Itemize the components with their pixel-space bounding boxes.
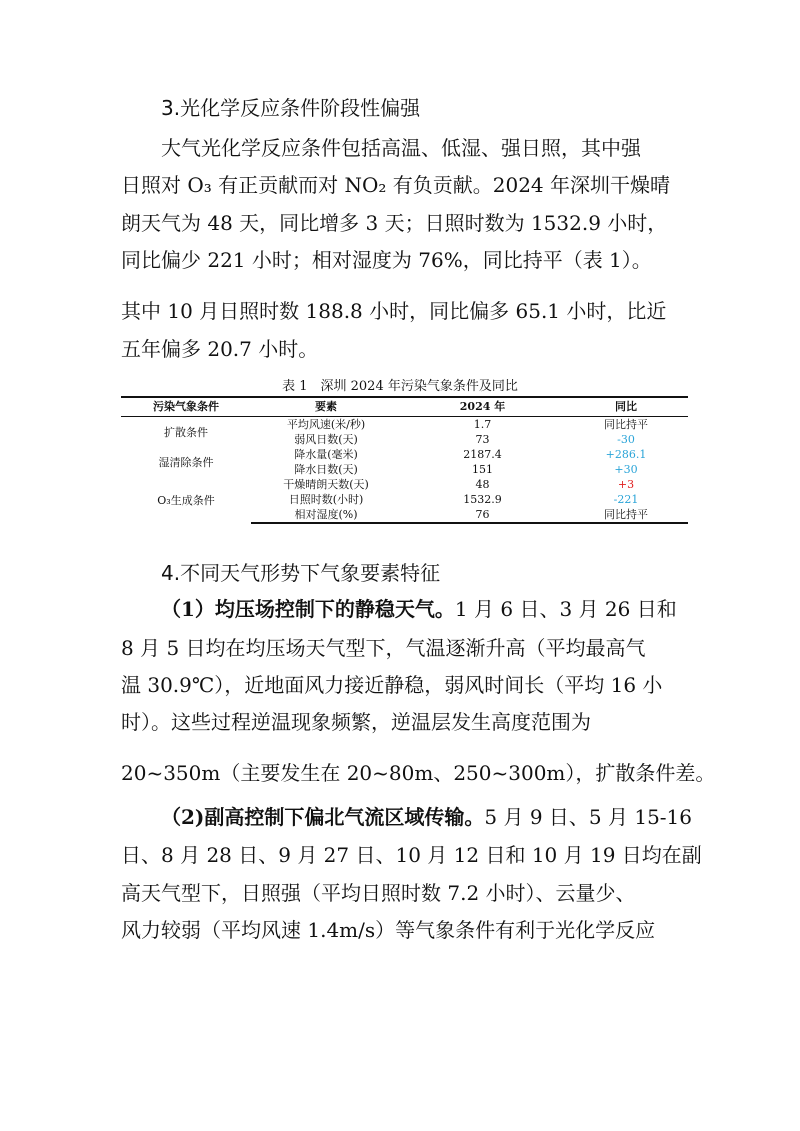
paragraph-line: 日照对 O₃ 有正贡献而对 NO₂ 有负贡献。2024 年深圳干燥晴	[121, 173, 671, 197]
value-cell: 151	[472, 463, 493, 476]
change-cell: 同比持平	[564, 507, 688, 523]
value-cell: 76	[401, 507, 564, 523]
paragraph-line: 高天气型下，日照强（平均日照时数 7.2 小时）、云量少、	[121, 881, 636, 905]
element-cell: 降水量(毫米)	[294, 448, 358, 461]
paragraph-line: 温 30.9℃），近地面风力接近静稳，弱风时间长（平均 16 小	[121, 673, 663, 697]
paragraph-line: 同比偏少 221 小时；相对湿度为 76%，同比持平（表 1）。	[121, 248, 652, 272]
paragraph-text: 1 月 6 日、3 月 26 日和	[454, 597, 677, 621]
subheading-1: （1）均压场控制下的静稳天气。	[161, 597, 455, 621]
group-label: 扩散条件	[164, 425, 208, 439]
change-cell: +286.1	[605, 448, 647, 461]
element-cell: 日照时数(小时)	[288, 493, 364, 506]
element-cell: 降水日数(天)	[294, 463, 358, 476]
subheading-2: （2)副高控制下偏北气流区域传输。	[161, 805, 485, 829]
paragraph-line: 风力较弱（平均风速 1.4m/s）等气象条件有利于光化学反应	[121, 918, 656, 942]
change-cell: -30	[617, 433, 635, 446]
element-cell: 相对湿度(%)	[251, 507, 401, 523]
paragraph-line: 大气光化学反应条件包括高温、低湿、强日照，其中强	[161, 136, 641, 160]
change-cell: 同比持平	[604, 418, 648, 431]
value-cell: 1.7	[473, 418, 492, 431]
paragraph-line: 日、8 月 28 日、9 月 27 日、10 月 12 日和 10 月 19 日均在副	[121, 843, 702, 867]
paragraph-line: 20~350m（主要发生在 20~80m、250~300m），扩散条件差。	[121, 761, 716, 785]
element-cell: 平均风速(米/秒)	[286, 418, 366, 431]
change-cell: +30	[614, 463, 638, 476]
value-cell: 48	[475, 478, 490, 491]
element-cell: 弱风日数(天)	[294, 433, 358, 446]
paragraph-line: 时）。这些过程逆温现象频繁，逆温层发生高度范围为	[121, 710, 591, 734]
value-cell: 1532.9	[463, 493, 502, 506]
group-label: 湿清除条件	[158, 455, 214, 469]
paragraph-line: 8 月 5 日均在均压场天气型下，气温逐渐升高（平均最高气	[121, 636, 646, 660]
value-cell: 2187.4	[463, 448, 502, 461]
table-caption: 表 1 深圳 2024 年污染气象条件及同比	[282, 379, 518, 394]
weather-conditions-table	[121, 396, 688, 524]
group-label: O₃生成条件	[157, 493, 215, 507]
column-header: 要素	[251, 397, 401, 417]
column-header: 污染气象条件	[121, 397, 251, 417]
element-cell: 干燥晴朗天数(天)	[283, 478, 369, 491]
section-3-heading: 3.光化学反应条件阶段性偏强	[161, 96, 421, 120]
paragraph-line: 其中 10 月日照时数 188.8 小时，同比偏多 65.1 小时，比近	[121, 299, 667, 323]
paragraph-line: 五年偏多 20.7 小时。	[121, 337, 319, 361]
paragraph-text: 5 月 9 日、5 月 15-16	[484, 805, 693, 829]
change-cell: -221	[613, 493, 639, 506]
table-row	[121, 417, 688, 433]
section-4-heading: 4.不同天气形势下气象要素特征	[161, 561, 441, 585]
table-row	[121, 477, 688, 492]
value-cell: 73	[475, 433, 490, 446]
paragraph-line	[161, 805, 721, 829]
change-cell: +3	[617, 478, 635, 491]
paragraph-line: 朗天气为 48 天，同比增多 3 天；日照时数为 1532.9 小时，	[121, 211, 668, 235]
column-header: 同比	[564, 397, 688, 417]
paragraph-line	[161, 597, 721, 621]
column-header: 2024 年	[401, 397, 564, 417]
table-row	[121, 447, 688, 462]
